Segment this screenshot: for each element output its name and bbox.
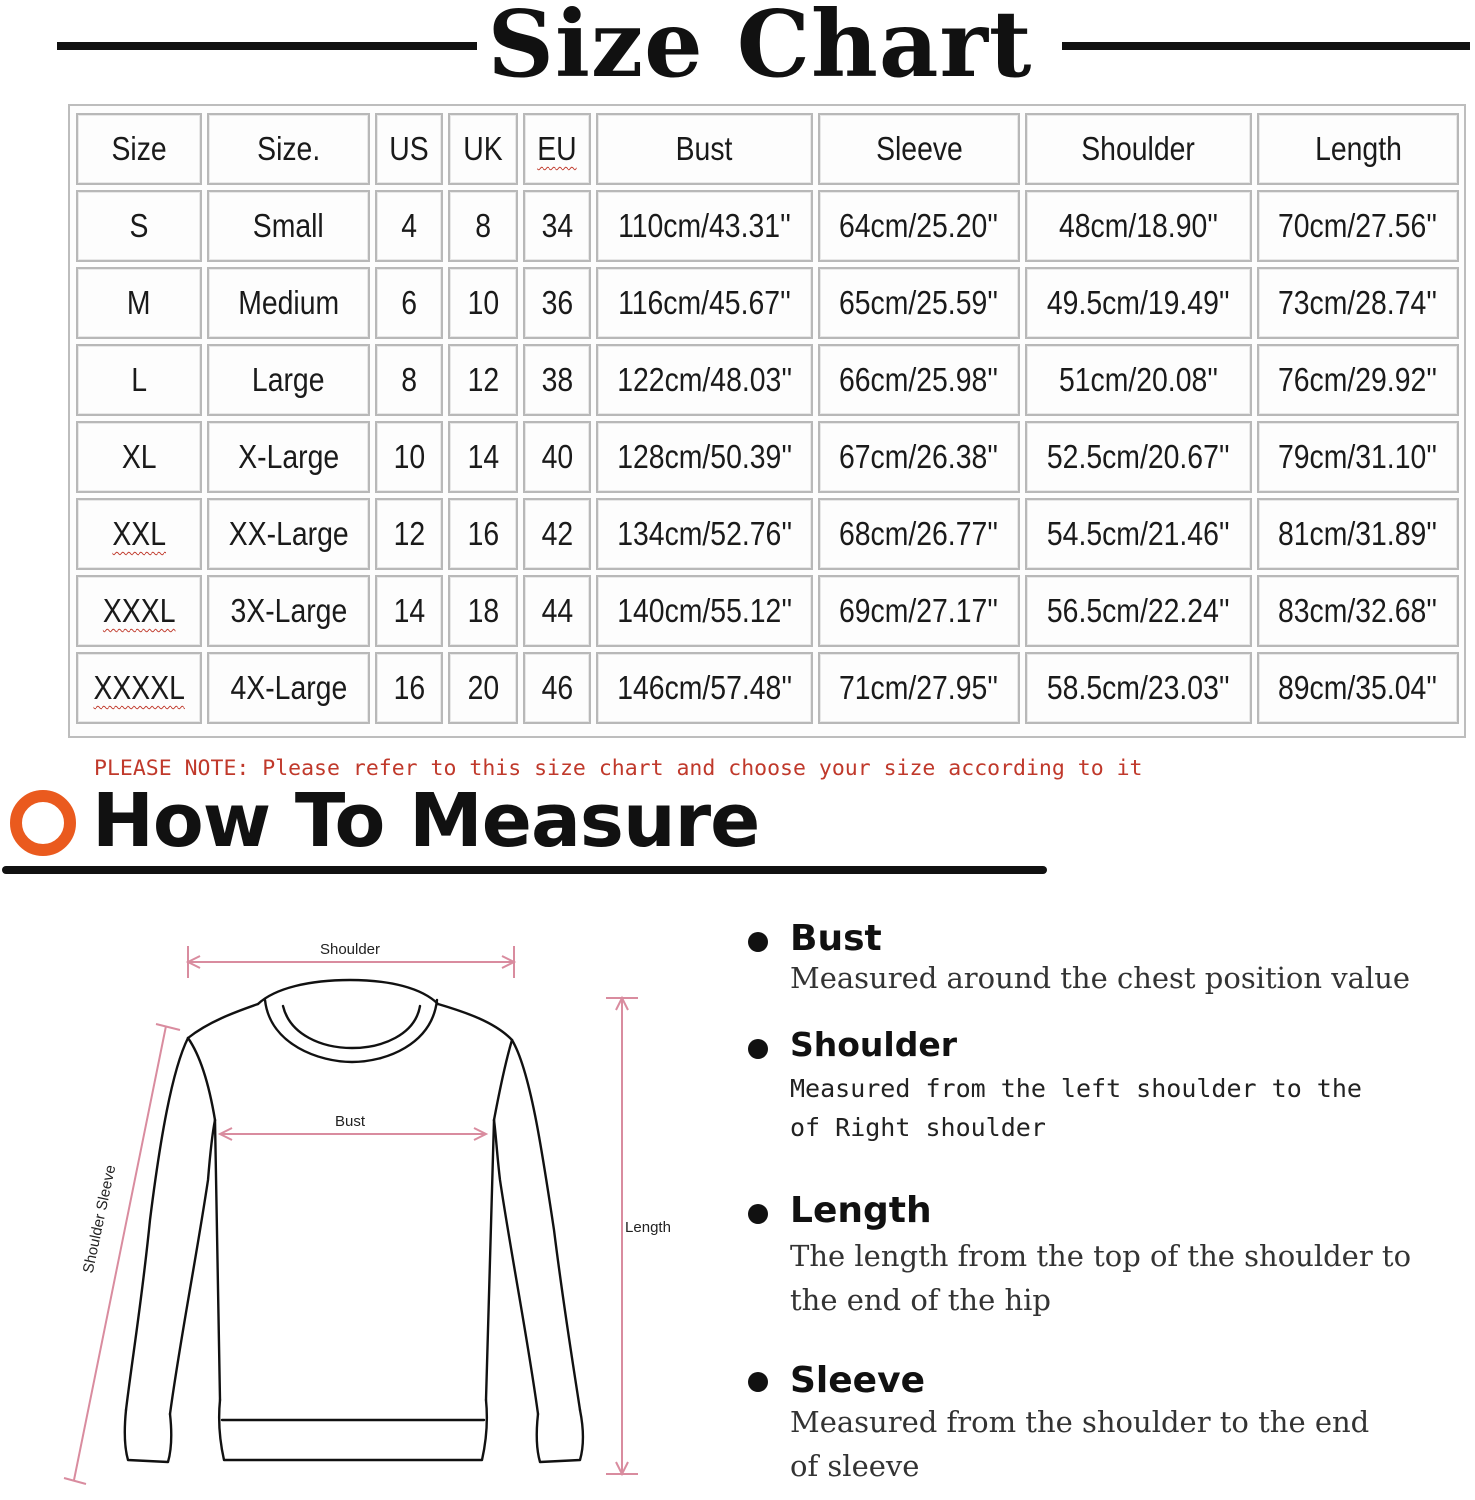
table-cell: [375, 652, 443, 724]
header-label: Bust: [676, 130, 733, 167]
header-label: Size: [111, 130, 167, 167]
table-cell: [818, 498, 1020, 570]
cell-value: L: [131, 361, 147, 398]
table-cell: [523, 344, 591, 416]
size-table-container: [68, 104, 1466, 738]
table-cell: [207, 652, 370, 724]
cell-value: 8: [475, 207, 491, 244]
table-cell: [76, 652, 202, 724]
table-cell: [375, 498, 443, 570]
cell-value: 68cm/26.77'': [839, 515, 999, 552]
table-cell: [1025, 575, 1252, 647]
cell-value: 12: [467, 361, 499, 398]
table-cell: [818, 575, 1020, 647]
cell-value: 51cm/20.08'': [1058, 361, 1219, 398]
table-header-cell: [76, 113, 202, 185]
cell-value: 20: [467, 669, 499, 706]
header-label: US: [389, 130, 429, 167]
table-row: [76, 267, 1459, 339]
table-cell: [523, 267, 591, 339]
measure-description: Measured from the shoulder to the end: [790, 1405, 1370, 1439]
circle-bullet-icon: [10, 790, 76, 856]
cell-value: Medium: [238, 284, 339, 321]
cell-value: 71cm/27.95'': [839, 669, 999, 706]
measure-heading: Shoulder: [790, 1025, 958, 1064]
table-cell: [76, 421, 202, 493]
table-cell: [375, 267, 443, 339]
table-cell: [76, 575, 202, 647]
table-header-cell: [1025, 113, 1252, 185]
table-cell: [207, 498, 370, 570]
cell-value: 52.5cm/20.67'': [1047, 438, 1230, 475]
cell-value: XXXL: [102, 592, 176, 629]
table-cell: [375, 421, 443, 493]
title-row: [0, 0, 1475, 100]
diagram-label-length: Length: [625, 1219, 671, 1236]
cell-value: S: [129, 207, 149, 244]
header-label: Shoulder: [1081, 130, 1196, 167]
cell-value: 64cm/25.20'': [839, 207, 999, 244]
table-cell: [1257, 190, 1459, 262]
cell-value: 140cm/55.12'': [617, 592, 792, 629]
cell-value: 16: [467, 515, 499, 552]
cell-value: 76cm/29.92'': [1278, 361, 1438, 398]
cell-value: 110cm/43.31'': [618, 207, 791, 244]
table-cell: [1257, 652, 1459, 724]
table-cell: [818, 267, 1020, 339]
bullet-icon: [748, 1204, 768, 1224]
measure-description: The length from the top of the shoulder to: [790, 1239, 1412, 1273]
cell-value: 44: [541, 592, 573, 629]
table-cell: [596, 190, 813, 262]
page-title: Size Chart: [487, 0, 1033, 98]
table-cell: [596, 344, 813, 416]
size-table: [71, 108, 1464, 729]
table-row: [76, 344, 1459, 416]
measure-description-line2: the end of the hip: [790, 1283, 1051, 1317]
size-note: PLEASE NOTE: Please refer to this size chart and choose your size according to it: [94, 756, 1143, 781]
table-row: [76, 575, 1459, 647]
table-cell: [1025, 344, 1252, 416]
table-header-cell: [818, 113, 1020, 185]
table-cell: [76, 267, 202, 339]
table-cell: [1257, 575, 1459, 647]
table-cell: [375, 344, 443, 416]
cell-value: 66cm/25.98'': [839, 361, 999, 398]
table-cell: [596, 575, 813, 647]
cell-value: XXXXL: [93, 669, 185, 706]
cell-value: 81cm/31.89'': [1278, 515, 1438, 552]
bullet-icon: [748, 1039, 768, 1059]
header-label: UK: [463, 130, 503, 167]
cell-value: 56.5cm/22.24'': [1047, 592, 1230, 629]
cell-value: 42: [541, 515, 573, 552]
table-header-row: [76, 113, 1459, 185]
table-cell: [375, 190, 443, 262]
cell-value: XXL: [112, 515, 166, 552]
table-cell: [1025, 652, 1252, 724]
table-row: [76, 421, 1459, 493]
header-label: Size.: [256, 130, 321, 167]
cell-value: M: [127, 284, 151, 321]
table-cell: [76, 498, 202, 570]
measure-description: Measured around the chest position value: [790, 961, 1411, 995]
sweater-outline: [125, 980, 583, 1462]
table-header-cell: [207, 113, 370, 185]
table-header-cell: [375, 113, 443, 185]
header-label: Sleeve: [875, 130, 963, 167]
table-cell: [207, 267, 370, 339]
bullet-icon: [748, 1372, 768, 1392]
cell-value: Large: [252, 361, 325, 398]
cell-value: 18: [467, 592, 499, 629]
cell-value: XL: [121, 438, 157, 475]
table-cell: [1025, 498, 1252, 570]
cell-value: 67cm/26.38'': [839, 438, 999, 475]
table-cell: [1025, 190, 1252, 262]
cell-value: XX-Large: [228, 515, 349, 552]
table-cell: [1025, 267, 1252, 339]
measure-description-line2: of sleeve: [790, 1449, 920, 1483]
cell-value: 65cm/25.59'': [839, 284, 999, 321]
cell-value: 6: [401, 284, 417, 321]
cell-value: 34: [541, 207, 573, 244]
cell-value: 16: [393, 669, 425, 706]
cell-value: 14: [393, 592, 425, 629]
cell-value: 89cm/35.04'': [1278, 669, 1438, 706]
table-cell: [596, 421, 813, 493]
table-cell: [523, 421, 591, 493]
cell-value: 12: [393, 515, 425, 552]
table-cell: [448, 498, 518, 570]
how-to-measure-title: How To Measure: [92, 778, 760, 864]
table-row: [76, 652, 1459, 724]
cell-value: 40: [541, 438, 573, 475]
table-cell: [523, 652, 591, 724]
measure-description-line2: of Right shoulder: [790, 1113, 1046, 1142]
table-cell: [596, 267, 813, 339]
table-cell: [448, 267, 518, 339]
title-divider-right: [1062, 42, 1470, 50]
cell-value: 10: [393, 438, 425, 475]
cell-value: 122cm/48.03'': [617, 361, 792, 398]
table-header-cell: [448, 113, 518, 185]
header-label: Length: [1314, 130, 1402, 167]
table-cell: [448, 421, 518, 493]
cell-value: 134cm/52.76'': [617, 515, 792, 552]
title-divider-left: [57, 42, 477, 50]
cell-value: 146cm/57.48'': [617, 669, 792, 706]
cell-value: 83cm/32.68'': [1278, 592, 1438, 629]
bullet-icon: [748, 932, 768, 952]
table-cell: [76, 344, 202, 416]
table-row: [76, 498, 1459, 570]
measure-description: Measured from the left shoulder to the: [790, 1074, 1362, 1103]
cell-value: 79cm/31.10'': [1278, 438, 1438, 475]
cell-value: 8: [401, 361, 417, 398]
table-cell: [1257, 344, 1459, 416]
table-cell: [818, 190, 1020, 262]
cell-value: 14: [467, 438, 499, 475]
cell-value: 54.5cm/21.46'': [1047, 515, 1230, 552]
cell-value: 36: [541, 284, 573, 321]
sweater-diagram: [60, 920, 700, 1500]
measure-heading: Length: [790, 1190, 932, 1231]
diagram-label-sleeve: Shoulder Sleeve: [79, 1163, 120, 1275]
cell-value: 4X-Large: [230, 669, 347, 706]
table-cell: [523, 498, 591, 570]
cell-value: 49.5cm/19.49'': [1047, 284, 1230, 321]
how-to-measure-divider: [2, 866, 1047, 874]
cell-value: 128cm/50.39'': [617, 438, 792, 475]
table-cell: [523, 190, 591, 262]
diagram-label-bust: Bust: [334, 1113, 366, 1130]
table-header-cell: [523, 113, 591, 185]
cell-value: 58.5cm/23.03'': [1047, 669, 1230, 706]
table-cell: [1025, 421, 1252, 493]
cell-value: 38: [541, 361, 573, 398]
table-header-cell: [596, 113, 813, 185]
table-cell: [818, 652, 1020, 724]
table-cell: [207, 421, 370, 493]
cell-value: 3X-Large: [230, 592, 347, 629]
table-cell: [448, 190, 518, 262]
cell-value: 46: [541, 669, 573, 706]
header-label: EU: [537, 130, 577, 167]
table-cell: [448, 344, 518, 416]
table-cell: [1257, 421, 1459, 493]
table-cell: [596, 498, 813, 570]
table-header-cell: [1257, 113, 1459, 185]
cell-value: X-Large: [238, 438, 339, 475]
table-cell: [1257, 267, 1459, 339]
cell-value: 48cm/18.90'': [1058, 207, 1219, 244]
cell-value: 10: [467, 284, 499, 321]
cell-value: 116cm/45.67'': [618, 284, 791, 321]
table-cell: [596, 652, 813, 724]
table-cell: [523, 575, 591, 647]
table-cell: [818, 344, 1020, 416]
measure-heading: Bust: [790, 918, 882, 959]
table-cell: [76, 190, 202, 262]
cell-value: 73cm/28.74'': [1278, 284, 1438, 321]
table-cell: [448, 575, 518, 647]
cell-value: 70cm/27.56'': [1278, 207, 1438, 244]
measure-heading: Sleeve: [790, 1360, 925, 1401]
table-row: [76, 190, 1459, 262]
table-cell: [207, 575, 370, 647]
table-cell: [207, 344, 370, 416]
table-cell: [818, 421, 1020, 493]
table-cell: [207, 190, 370, 262]
table-cell: [375, 575, 443, 647]
diagram-label-shoulder: Shoulder: [319, 941, 381, 958]
cell-value: 69cm/27.17'': [839, 592, 999, 629]
cell-value: Small: [253, 207, 324, 244]
table-cell: [1257, 498, 1459, 570]
cell-value: 4: [401, 207, 417, 244]
table-cell: [448, 652, 518, 724]
